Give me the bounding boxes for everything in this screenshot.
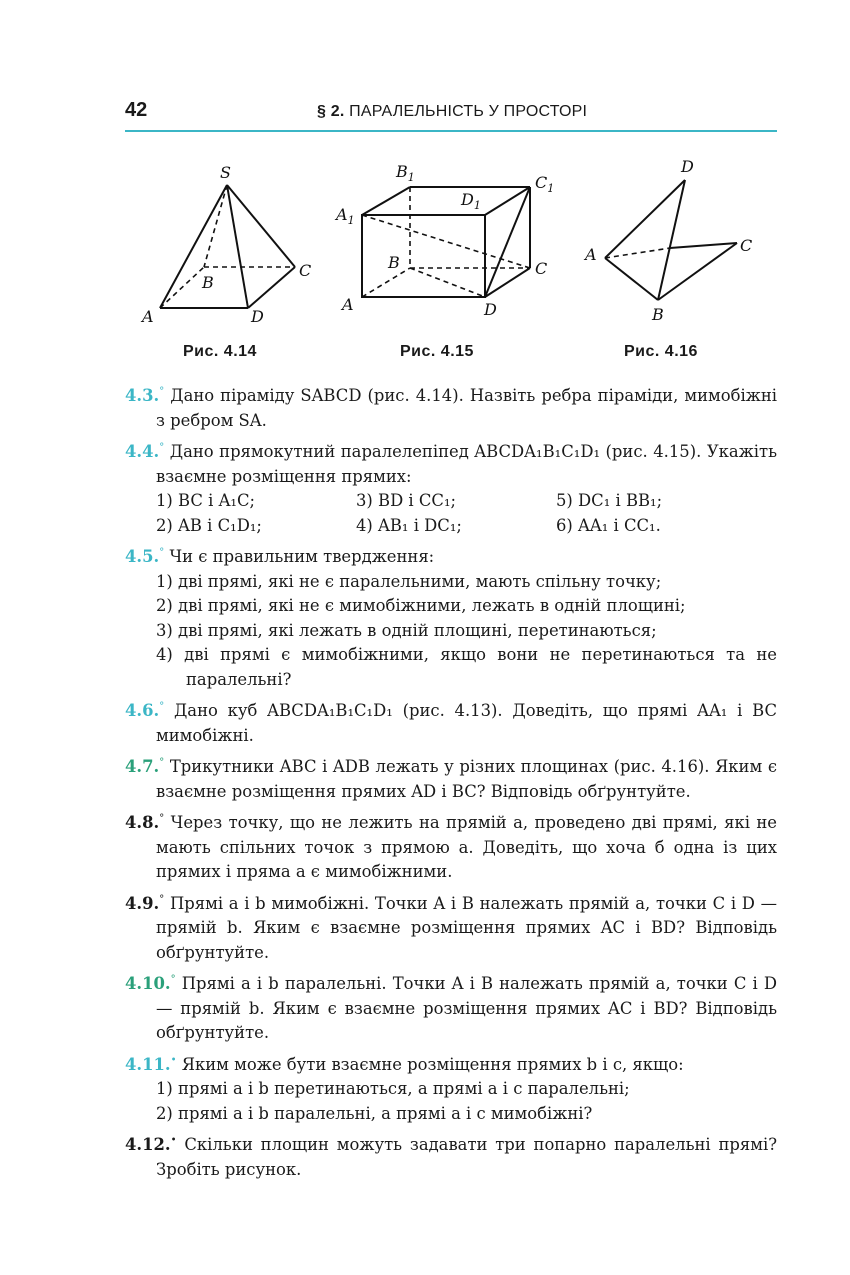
problem-4-3	[125, 380, 777, 433]
figure-4-14-pyramid	[130, 150, 330, 340]
problem-text: Трикутники ABC і ADB лежать у різних площинах (рис. 4.16). Яким є взаємне розміщення прямих AD і BC? Відповідь обґрунтуйте.	[156, 757, 778, 801]
list-item: 4) дві прямі є мимобіжними, якщо вони не перетинаються та не паралельні?	[156, 645, 777, 689]
list-item: 2) AB і C₁D₁;	[156, 515, 262, 535]
problem-4-12	[125, 1129, 777, 1182]
problem-number: 4.10.°	[125, 974, 176, 993]
problem-text: Дано прямокутний паралелепіпед ABCDA₁B₁C₁D₁ (рис. 4.15). Укажіть взаємне розміщення прямих:	[156, 442, 778, 486]
problem-4-8	[125, 807, 777, 885]
problem-4-11	[125, 1049, 777, 1078]
problem-text: Прямі a і b мимобіжні. Точки A і B належать прямій a, точки C і D — прямій b. Яким є взаємне розміщення прямих AC і BD? Відповідь обґрунтуйте.	[156, 893, 777, 962]
figure-4-15-parallelepiped	[330, 150, 570, 340]
problem-text: Дано піраміду SABCD (рис. 4.14). Назвіть ребра піраміди, мимобіжні з ребром SA.	[156, 386, 777, 430]
label-A: A	[585, 245, 597, 264]
caption-fig-4-16: Рис. 4.16	[624, 343, 698, 360]
caption-fig-4-15: Рис. 4.15	[400, 343, 474, 360]
label-B1: $B_1$	[396, 162, 415, 184]
figure-4-16-triangles	[580, 150, 780, 340]
problem-number: 4.12.•	[125, 1135, 177, 1154]
list-item: 1) BC і A₁C;	[156, 491, 256, 510]
label-C: C	[535, 259, 548, 278]
label-B: B	[388, 253, 400, 272]
problem-4-6	[125, 695, 777, 748]
label-A1: $A_1$	[336, 205, 355, 227]
problem-text: Скільки площин можуть задавати три попарно паралельні прямі? Зробіть рисунок.	[156, 1135, 777, 1179]
problem-text: Прямі a і b паралельні. Точки A і B належать прямій a, точки C і D — прямій b. Яким є взаємне розміщення прямих AC і BD? Відповідь обґрунтуйте.	[156, 974, 777, 1042]
problem-number: 4.6.°	[125, 701, 165, 720]
label-B: B	[652, 305, 664, 324]
problem-4-9	[125, 888, 777, 966]
problem-text: Дано куб ABCDA₁B₁C₁D₁ (рис. 4.13). Доведіть, що прямі AA₁ і BC мимобіжні.	[156, 701, 777, 745]
label-D: D	[484, 300, 497, 319]
label-D1: $D_1$	[461, 190, 481, 212]
label-A: A	[342, 295, 354, 314]
problem-4-4-items	[125, 489, 777, 538]
running-header	[125, 97, 777, 132]
problem-text: Чи є правильним твердження:	[169, 547, 435, 566]
list-item: 2) прямі a і b паралельні, а прямі a і c мимобіжні?	[156, 1103, 593, 1123]
section-title: § 2. ПАРАЛЕЛЬНІСТЬ У ПРОСТОРІ	[317, 103, 588, 120]
problem-number: 4.9.°	[125, 893, 165, 913]
label-C: C	[299, 261, 312, 280]
problem-4-10	[125, 968, 777, 1046]
caption-fig-4-14: Рис. 4.14	[183, 343, 257, 360]
list-item: 4) AB₁ і DC₁;	[356, 515, 462, 535]
list-item: 5) DC₁ і BB₁;	[556, 491, 663, 510]
problems-list	[125, 380, 777, 1185]
list-item: 1) дві прямі, які не є паралельними, мають спільну точку;	[156, 571, 662, 591]
list-item: 6) AA₁ і CC₁.	[556, 515, 661, 535]
list-item: 1) прямі a і b перетинаються, а прямі a і c паралельні;	[156, 1079, 630, 1098]
label-D: D	[681, 157, 694, 176]
problem-number: 4.8.°	[125, 813, 165, 832]
list-item: 3) дві прямі, які лежать в одній площині, перетинаються;	[156, 620, 657, 640]
page-number: 42	[125, 99, 148, 121]
problem-number: 4.3.°	[125, 386, 165, 405]
label-B: B	[202, 273, 214, 292]
problem-text: Через точку, що не лежить на прямій a, проведено дві прямі, які не мають спільних точок з прямою a. Доведіть, що хоча б одна із цих прямих і пряма a є мимобіжними.	[156, 813, 777, 881]
problem-text: Яким може бути взаємне розміщення прямих b і c, якщо:	[181, 1054, 684, 1074]
label-S: S	[220, 163, 231, 182]
problem-4-5	[125, 541, 777, 570]
problem-number: 4.11.•	[125, 1054, 177, 1074]
label-C1: $C_1$	[535, 173, 555, 195]
list-item: 2) дві прямі, які не є мимобіжними, лежать в одній площині;	[156, 596, 686, 615]
label-C: C	[740, 236, 753, 255]
problem-number: 4.5.°	[125, 547, 165, 566]
list-item: 3) BD і CC₁;	[356, 491, 457, 510]
problem-number: 4.7.°	[125, 757, 165, 776]
problem-4-7	[125, 751, 777, 804]
label-A: A	[142, 307, 154, 326]
problem-4-4	[125, 436, 777, 489]
problem-number: 4.4.°	[125, 442, 165, 461]
label-D: D	[251, 307, 264, 326]
